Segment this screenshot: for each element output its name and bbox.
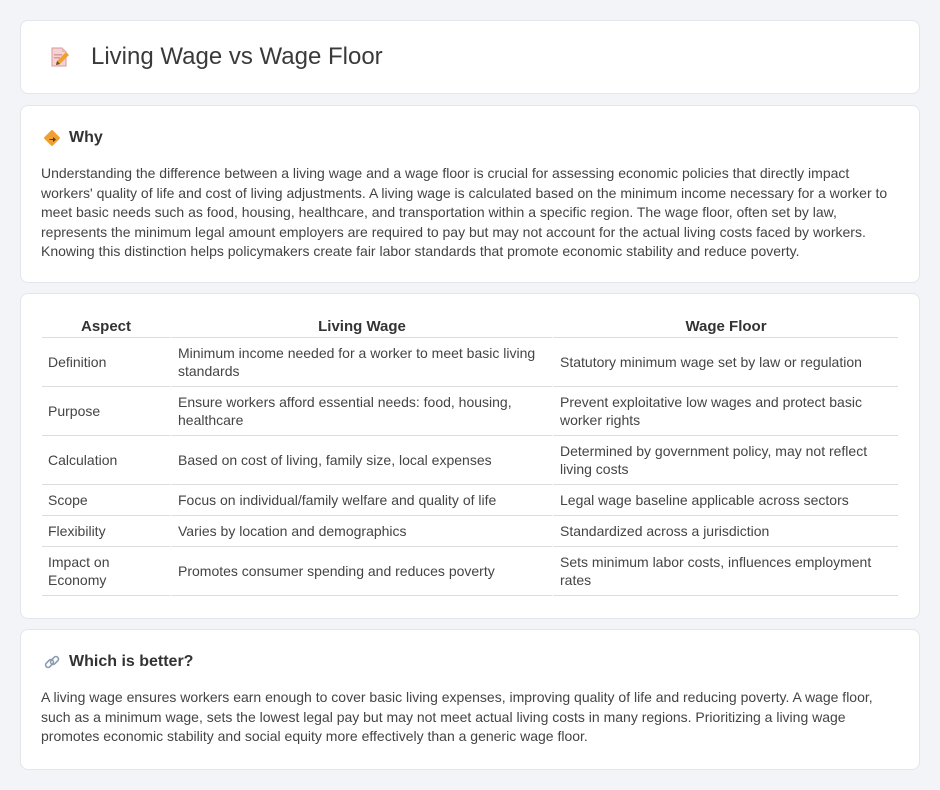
cell-living-wage: Ensure workers afford essential needs: food, housing, healthcare [170, 387, 552, 436]
link-icon [43, 653, 61, 671]
cell-living-wage: Focus on individual/family welfare and quality of life [170, 485, 552, 516]
better-heading [43, 652, 919, 672]
page-title: Living Wage vs Wage Floor [91, 43, 383, 70]
table-row [42, 516, 898, 547]
table-row [42, 436, 898, 485]
header-wage-floor: Wage Floor [552, 316, 898, 338]
better-text: A living wage ensures workers earn enough to cover basic living expenses, improving quality of life and reducing poverty. A wage floor, such as a minimum wage, sets the lowest legal pay but may not meet actual living costs in many regions. Prioritizing a living wage promotes economic stability and social equity more effectively than a generic wage floor. [41, 689, 873, 744]
cell-wage-floor: Determined by government policy, may not reflect living costs [552, 436, 898, 485]
header-living-wage: Living Wage [170, 316, 552, 338]
cell-wage-floor: Sets minimum labor costs, influences employment rates [552, 547, 898, 596]
page-header [21, 21, 919, 93]
why-title: Why [69, 129, 103, 146]
comparison-table [42, 316, 898, 596]
cell-wage-floor: Legal wage baseline applicable across sectors [552, 485, 898, 516]
cell-living-wage: Promotes consumer spending and reduces poverty [170, 547, 552, 596]
table-header-row [42, 316, 898, 338]
cell-aspect: Scope [42, 485, 170, 516]
cell-aspect: Purpose [42, 387, 170, 436]
cell-aspect: Flexibility [42, 516, 170, 547]
cell-wage-floor: Standardized across a jurisdiction [552, 516, 898, 547]
better-title: Which is better? [69, 653, 194, 670]
table-row [42, 338, 898, 387]
cell-aspect: Impact on Economy [42, 547, 170, 596]
table-row [42, 387, 898, 436]
which-better-section [20, 629, 920, 770]
table-row [42, 547, 898, 596]
comparison-section [20, 293, 920, 619]
header-card [20, 20, 920, 94]
table-row [42, 485, 898, 516]
cell-aspect: Calculation [42, 436, 170, 485]
cell-living-wage: Minimum income needed for a worker to meet basic living standards [170, 338, 552, 387]
cell-wage-floor: Prevent exploitative low wages and protect basic worker rights [552, 387, 898, 436]
diamond-sign-icon [43, 129, 61, 147]
cell-aspect: Definition [42, 338, 170, 387]
why-section [20, 105, 920, 283]
why-text: Understanding the difference between a living wage and a wage floor is crucial for assessing economic policies that directly impact workers' quality of life and cost of living adjustments. A living wage is calculated based on the minimum income necessary for a worker to meet basic needs such as food, housing, healthcare, and transportation within a specific region. The wage floor, often set by law, represents the minimum legal amount employers are required to pay but may not account for the actual living costs faced by workers. Knowing this distinction helps policymakers create fair labor standards that promote economic stability and reduce poverty. [41, 165, 888, 259]
why-heading [43, 128, 919, 148]
cell-living-wage: Based on cost of living, family size, local expenses [170, 436, 552, 485]
cell-living-wage: Varies by location and demographics [170, 516, 552, 547]
document-pencil-icon [47, 45, 71, 69]
header-aspect: Aspect [42, 316, 170, 338]
cell-wage-floor: Statutory minimum wage set by law or regulation [552, 338, 898, 387]
